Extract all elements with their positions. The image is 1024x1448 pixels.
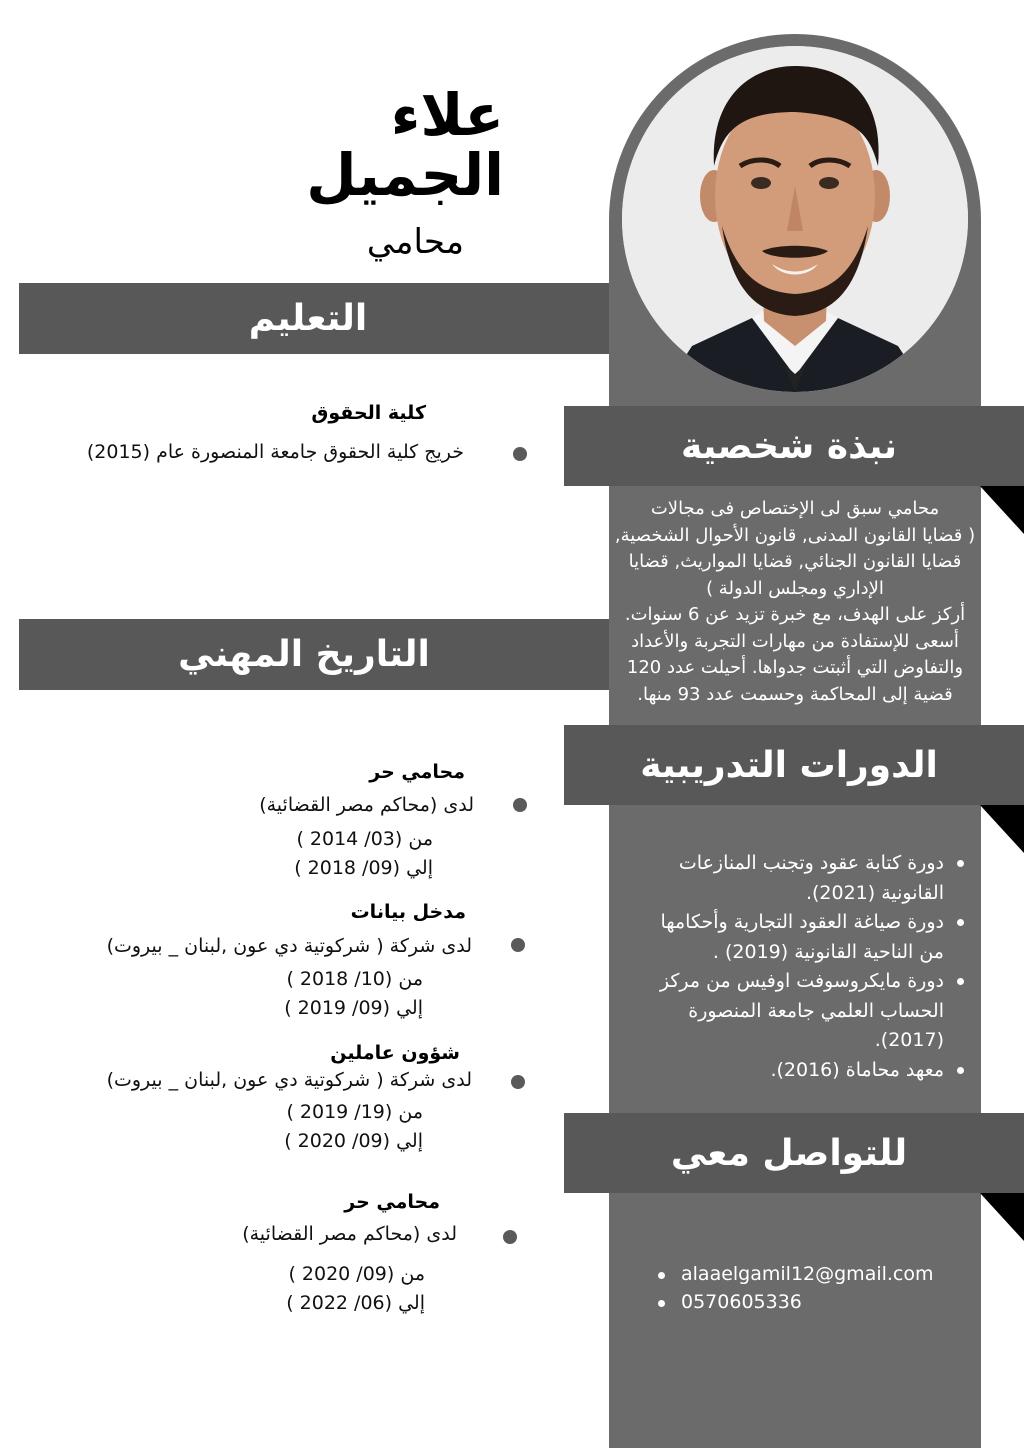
- section-career: [19, 619, 609, 690]
- career-from: من (19/ 2019 ): [286, 1101, 423, 1123]
- course-line: من الناحية القانونية (2019) .: [712, 940, 944, 963]
- career-to: إلي (09/ 2020 ): [284, 1130, 423, 1152]
- section-contact: [564, 1113, 1024, 1193]
- career-employer: لدى (محاكم مصر القضائية): [259, 794, 474, 816]
- section-contact-title: للتواصل معي: [670, 1132, 908, 1174]
- course-item: [612, 967, 944, 1056]
- profile-line: والتفاوض التي أثبتت جدواها. أحيلت عدد 120: [626, 657, 964, 678]
- career-employer: لدى شركة ( شركوتية دي عون ,لبنان _ بيروت): [106, 935, 472, 957]
- career-employer: لدى شركة ( شركوتية دي عون ,لبنان _ بيروت): [106, 1069, 472, 1091]
- career-to: إلي (09/ 2019 ): [284, 997, 423, 1019]
- course-line: دورة مايكروسوفت اوفيس من مركز: [659, 970, 944, 992]
- course-item: [612, 908, 944, 967]
- bullet-dot: [957, 978, 964, 985]
- job-title: محامي: [366, 222, 464, 262]
- career-from: من (09/ 2020 ): [288, 1263, 425, 1285]
- corner-triangle: [980, 805, 1024, 853]
- bullet-dot: [658, 1300, 665, 1307]
- career-title: شؤون عاملين: [330, 1042, 460, 1064]
- education-detail: خريج كلية الحقوق جامعة المنصورة عام (2015): [86, 441, 464, 463]
- course-line: معهد محاماة (2016).: [770, 1058, 944, 1081]
- course-line: (2017).: [874, 1029, 944, 1051]
- first-name: علاء: [390, 81, 504, 149]
- career-from: من (10/ 2018 ): [286, 968, 423, 990]
- profile-text: [612, 496, 978, 708]
- bullet-dot: [513, 447, 527, 461]
- profile-line: قضايا القانون الجنائي, قضايا المواريث, قضايا: [628, 551, 962, 572]
- course-item: [612, 849, 944, 908]
- course-item: [612, 1056, 944, 1086]
- contact-phone[interactable]: 0570605336: [681, 1291, 802, 1313]
- course-line: دورة صياغة العقود التجارية وأحكامها: [660, 911, 944, 933]
- corner-triangle: [980, 486, 1024, 534]
- bullet-dot: [511, 938, 525, 952]
- profile-line: محامي سبق لى الإختصاص فى مجالات: [650, 498, 940, 519]
- bullet-dot: [957, 1067, 964, 1074]
- bullet-dot: [957, 919, 964, 926]
- bullet-dot: [513, 798, 527, 812]
- section-profile: [564, 406, 1024, 486]
- contact-email[interactable]: alaaelgamil12@gmail.com: [681, 1263, 934, 1285]
- course-line: الحساب العلمي جامعة المنصورة: [688, 999, 944, 1022]
- bullet-dot: [511, 1075, 525, 1089]
- section-education: [19, 283, 609, 354]
- bullet-dot: [503, 1230, 517, 1244]
- career-to: إلي (06/ 2022 ): [286, 1292, 425, 1314]
- section-profile-title: نبذة شخصية: [680, 425, 898, 467]
- education-school: كلية الحقوق: [311, 402, 426, 424]
- career-title: محامي حر: [369, 761, 465, 783]
- section-courses: [564, 725, 1024, 805]
- career-title: محامي حر: [344, 1191, 440, 1213]
- career-employer: لدى (محاكم مصر القضائية): [242, 1223, 457, 1245]
- profile-line: أركز على الهدف، مع خبرة تزيد عن 6 سنوات.: [624, 604, 966, 625]
- profile-photo: [622, 46, 968, 392]
- career-from: من (03/ 2014 ): [296, 828, 433, 850]
- career-to: إلي (09/ 2018 ): [294, 857, 433, 879]
- section-education-title: التعليم: [248, 298, 368, 339]
- profile-line: أسعى للإستفادة من مهارات التجربة والأعداد: [631, 630, 959, 652]
- section-courses-title: الدورات التدريبية: [640, 744, 938, 786]
- profile-line: قضية إلى المحاكمة وحسمت عدد 93 منها.: [637, 683, 953, 705]
- course-line: القانونية (2021).: [805, 881, 944, 904]
- section-career-title: التاريخ المهني: [178, 634, 430, 675]
- course-list: [612, 849, 944, 1085]
- profile-line: الإداري ومجلس الدولة ): [706, 577, 884, 599]
- bullet-dot: [658, 1272, 665, 1279]
- career-title: مدخل بيانات: [350, 901, 466, 923]
- bullet-dot: [957, 860, 964, 867]
- course-line: دورة كتابة عقود وتجنب المنازعات: [678, 852, 944, 874]
- profile-line: ( قضايا القانون المدنى, قانون الأحوال الشخصية,: [614, 524, 976, 546]
- last-name: الجميل: [306, 141, 504, 209]
- corner-triangle: [980, 1193, 1024, 1241]
